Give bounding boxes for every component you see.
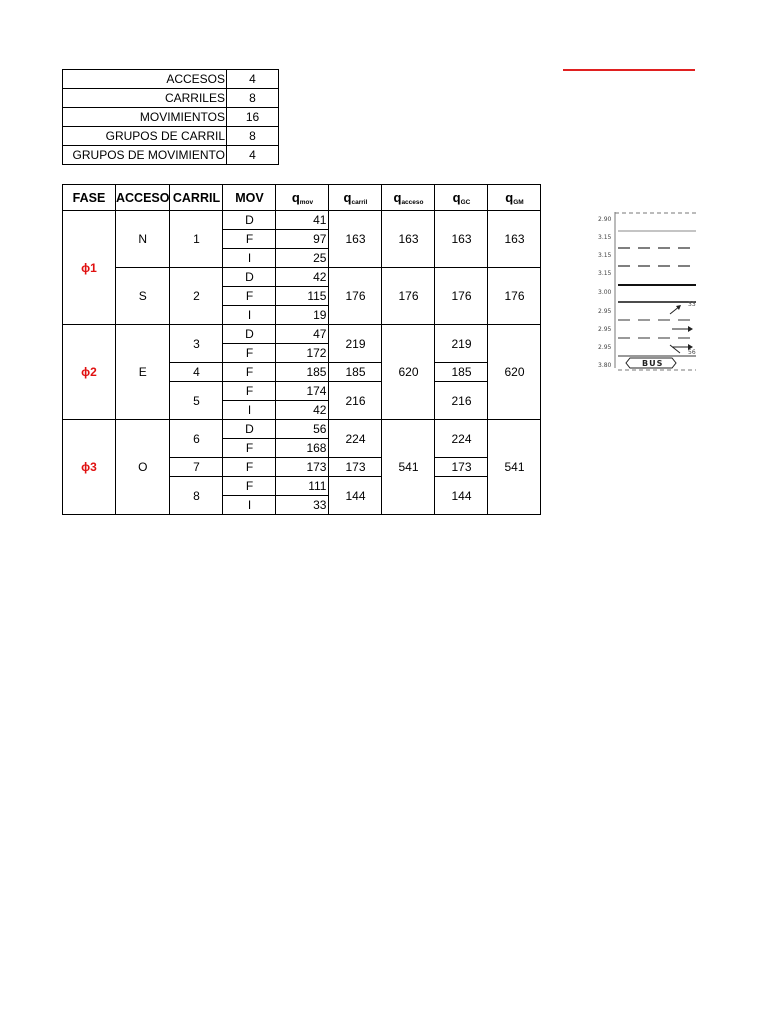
dimension-label: 2.95	[598, 326, 612, 333]
mov-cell[interactable]: F	[223, 230, 276, 249]
q-carril-cell[interactable]: 144	[329, 477, 382, 515]
q-mov-cell[interactable]: 168	[276, 439, 329, 458]
q-mov-cell[interactable]: 25	[276, 249, 329, 268]
q-symbol: q	[452, 189, 461, 205]
q-gm-cell[interactable]: 163	[488, 211, 541, 268]
lane-cell[interactable]: 2	[170, 268, 223, 325]
dimension-label: 3.15	[598, 252, 612, 259]
road-diagram	[590, 208, 696, 380]
header-row	[63, 185, 541, 211]
q-gc-cell[interactable]: 219	[435, 325, 488, 363]
summary-value[interactable]: 8	[227, 89, 279, 108]
q-gc-cell[interactable]: 176	[435, 268, 488, 325]
lane-cell[interactable]: 6	[170, 420, 223, 458]
access-cell[interactable]: S	[116, 268, 170, 325]
dimension-label: 2.90	[598, 216, 612, 223]
q-gc-cell[interactable]: 224	[435, 420, 488, 458]
lane-cell[interactable]: 8	[170, 477, 223, 515]
header-q-carril[interactable]	[329, 185, 382, 211]
summary-row	[63, 89, 279, 108]
dimension-label: 3.15	[598, 234, 612, 241]
q-mov-cell[interactable]: 42	[276, 268, 329, 287]
mov-cell[interactable]: D	[223, 211, 276, 230]
lane-cell[interactable]: 5	[170, 382, 223, 420]
phase-cell[interactable]: ϕ1	[63, 211, 116, 325]
q-mov-cell[interactable]: 97	[276, 230, 329, 249]
header-q-acceso[interactable]	[382, 185, 435, 211]
dimension-label: 3.80	[598, 362, 612, 369]
dimension-label: 3.15	[598, 270, 612, 277]
table-row	[63, 268, 541, 287]
summary-value[interactable]: 4	[227, 70, 279, 89]
q-sub: carril	[351, 198, 368, 206]
mov-cell[interactable]: F	[223, 363, 276, 382]
q-mov-cell[interactable]: 185	[276, 363, 329, 382]
header-q-mov[interactable]	[276, 185, 329, 211]
header-mov[interactable]: MOV	[223, 185, 276, 211]
mov-cell[interactable]: I	[223, 401, 276, 420]
q-mov-cell[interactable]: 173	[276, 458, 329, 477]
q-gc-cell[interactable]: 163	[435, 211, 488, 268]
q-gc-cell[interactable]: 173	[435, 458, 488, 477]
summary-value[interactable]: 4	[227, 146, 279, 165]
arrowhead-icon	[688, 326, 693, 332]
mov-cell[interactable]: D	[223, 268, 276, 287]
summary-label[interactable]: MOVIMIENTOS	[63, 108, 227, 127]
q-symbol: q	[393, 189, 402, 205]
mov-cell[interactable]: F	[223, 382, 276, 401]
q-mov-cell[interactable]: 56	[276, 420, 329, 439]
summary-label[interactable]: GRUPOS DE MOVIMIENTO	[63, 146, 227, 165]
phase-cell[interactable]: ϕ3	[63, 420, 116, 515]
summary-label[interactable]: CARRILES	[63, 89, 227, 108]
q-mov-cell[interactable]: 115	[276, 287, 329, 306]
phase-cell[interactable]: ϕ2	[63, 325, 116, 420]
mov-cell[interactable]: D	[223, 325, 276, 344]
q-mov-cell[interactable]: 47	[276, 325, 329, 344]
q-mov-cell[interactable]: 19	[276, 306, 329, 325]
arrow-label: 56	[688, 349, 696, 356]
q-gc-cell[interactable]: 216	[435, 382, 488, 420]
q-carril-cell[interactable]: 176	[329, 268, 382, 325]
summary-label[interactable]: ACCESOS	[63, 70, 227, 89]
table-row	[63, 211, 541, 230]
q-sub: GC	[460, 198, 471, 206]
summary-table	[62, 69, 279, 165]
q-mov-cell[interactable]: 111	[276, 477, 329, 496]
q-acceso-cell[interactable]: 163	[382, 211, 435, 268]
lane-cell[interactable]: 7	[170, 458, 223, 477]
q-symbol: q	[505, 189, 514, 205]
q-sub: acceso	[401, 198, 424, 206]
access-cell[interactable]: E	[116, 325, 170, 420]
summary-value[interactable]: 16	[227, 108, 279, 127]
mov-cell[interactable]: F	[223, 458, 276, 477]
q-gm-cell[interactable]: 541	[488, 420, 541, 515]
q-carril-cell[interactable]: 185	[329, 363, 382, 382]
lane-cell[interactable]: 3	[170, 325, 223, 363]
q-carril-cell[interactable]: 173	[329, 458, 382, 477]
mov-cell[interactable]: F	[223, 344, 276, 363]
q-mov-cell[interactable]: 33	[276, 496, 329, 515]
q-sub: mov	[299, 198, 314, 206]
turn-arrow-icon	[670, 345, 680, 353]
dimension-label: 2.95	[598, 308, 612, 315]
q-mov-cell[interactable]: 174	[276, 382, 329, 401]
q-gm-cell[interactable]: 620	[488, 325, 541, 420]
q-sub: GM	[513, 198, 524, 206]
mov-cell[interactable]: I	[223, 249, 276, 268]
mov-cell[interactable]: F	[223, 439, 276, 458]
table-row	[63, 420, 541, 439]
arrowhead-icon	[676, 305, 681, 310]
q-carril-cell[interactable]: 216	[329, 382, 382, 420]
summary-row	[63, 127, 279, 146]
access-cell[interactable]: N	[116, 211, 170, 268]
summary-row	[63, 108, 279, 127]
lane-cell[interactable]: 4	[170, 363, 223, 382]
q-acceso-cell[interactable]: 620	[382, 325, 435, 420]
mov-cell[interactable]: F	[223, 287, 276, 306]
q-carril-cell[interactable]: 219	[329, 325, 382, 363]
summary-row	[63, 146, 279, 165]
q-symbol: q	[291, 189, 300, 205]
q-symbol: q	[343, 189, 352, 205]
q-mov-cell[interactable]: 42	[276, 401, 329, 420]
q-gc-cell[interactable]: 144	[435, 477, 488, 515]
flow-table	[62, 184, 541, 515]
header-acceso[interactable]: ACCESO	[116, 185, 170, 211]
q-gc-cell[interactable]: 185	[435, 363, 488, 382]
bus-label: BUS	[642, 359, 664, 368]
header-fase[interactable]: FASE	[63, 185, 116, 211]
q-mov-cell[interactable]: 172	[276, 344, 329, 363]
q-acceso-cell[interactable]: 176	[382, 268, 435, 325]
dimension-label: 3.00	[598, 289, 612, 296]
summary-row	[63, 70, 279, 89]
q-carril-cell[interactable]: 163	[329, 211, 382, 268]
header-carril[interactable]: CARRIL	[170, 185, 223, 211]
summary-label[interactable]: GRUPOS DE CARRIL	[63, 127, 227, 146]
accent-line	[563, 69, 695, 71]
mov-cell[interactable]: D	[223, 420, 276, 439]
dimension-label: 2.95	[598, 344, 612, 351]
header-q-gc[interactable]	[435, 185, 488, 211]
mov-cell[interactable]: F	[223, 477, 276, 496]
q-mov-cell[interactable]: 41	[276, 211, 329, 230]
q-acceso-cell[interactable]: 541	[382, 420, 435, 515]
arrow-label: 33	[688, 301, 696, 308]
summary-value[interactable]: 8	[227, 127, 279, 146]
mov-cell[interactable]: I	[223, 306, 276, 325]
lane-cell[interactable]: 1	[170, 211, 223, 268]
access-cell[interactable]: O	[116, 420, 170, 515]
header-q-gm[interactable]	[488, 185, 541, 211]
mov-cell[interactable]: I	[223, 496, 276, 515]
q-carril-cell[interactable]: 224	[329, 420, 382, 458]
q-gm-cell[interactable]: 176	[488, 268, 541, 325]
table-row	[63, 325, 541, 344]
